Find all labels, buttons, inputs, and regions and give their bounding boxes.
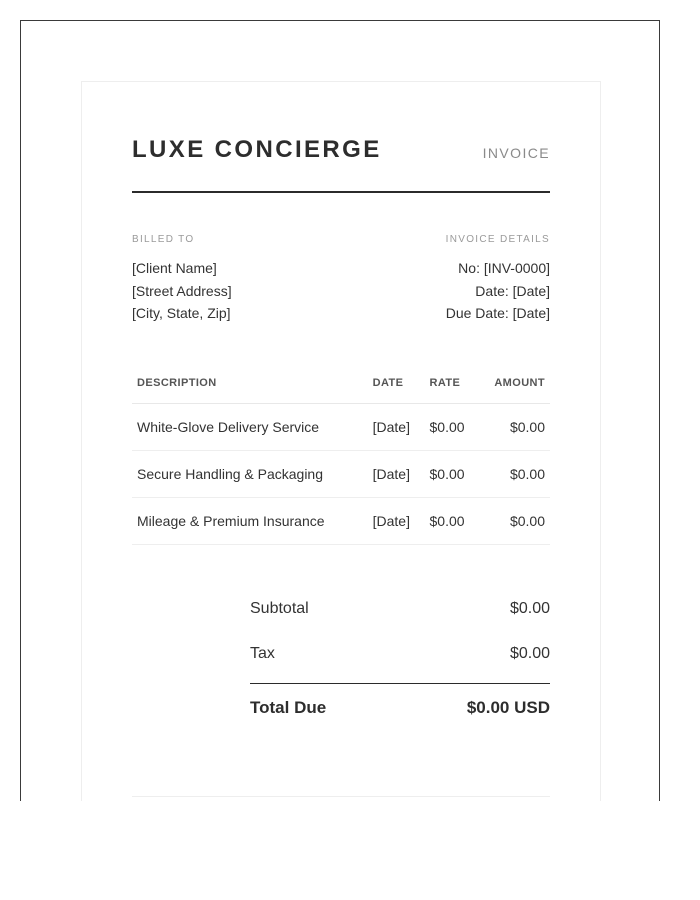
header-date: DATE (368, 363, 425, 404)
table-row (132, 498, 550, 545)
table-row (132, 451, 550, 498)
brand-name: LUXE CONCIERGE (132, 136, 382, 163)
row-date: [Date] (368, 451, 425, 498)
row-amount: $0.00 (489, 404, 550, 451)
subtotal-label: Subtotal (250, 600, 309, 617)
invoice-number: No: [INV-0000] (458, 260, 550, 276)
invoice-due-date: Due Date: [Date] (445, 305, 550, 321)
tax-label: Tax (250, 645, 275, 662)
total-due-label: Total Due (250, 698, 327, 717)
invoice-date: Date: [Date] (475, 282, 550, 299)
billed-to-section (132, 233, 341, 325)
city-state-zip: [City, State, Zip] (132, 305, 231, 321)
invoice-header (132, 136, 550, 193)
tax-row (250, 631, 550, 676)
table-row (132, 404, 550, 451)
invoice-details-label: INVOICE DETAILS (445, 234, 550, 245)
total-due-value: $0.00 USD (466, 698, 550, 717)
header-description: DESCRIPTION (132, 363, 368, 404)
total-due-row (250, 683, 550, 732)
billed-to-label: BILLED TO (132, 234, 195, 245)
subtotal-row (250, 586, 550, 631)
row-rate: $0.00 (425, 498, 490, 545)
totals-section (250, 586, 550, 732)
table-header-row (132, 363, 550, 404)
invoice-details-section (341, 233, 550, 325)
document-type: INVOICE (482, 145, 550, 161)
header-amount: AMOUNT (489, 363, 550, 404)
row-rate: $0.00 (425, 451, 490, 498)
row-date: [Date] (368, 404, 425, 451)
subtotal-value: $0.00 (509, 600, 550, 617)
row-description: Mileage & Premium Insurance (132, 498, 368, 545)
line-items-table (132, 363, 550, 545)
row-description: Secure Handling & Packaging (132, 451, 368, 498)
street-address: [Street Address] (132, 282, 232, 299)
client-name: [Client Name] (132, 260, 217, 276)
footer-divider (132, 796, 550, 797)
tax-value: $0.00 (509, 645, 550, 662)
row-description: White-Glove Delivery Service (132, 404, 368, 451)
header-rate: RATE (425, 363, 490, 404)
row-rate: $0.00 (425, 404, 490, 451)
row-amount: $0.00 (489, 451, 550, 498)
row-date: [Date] (368, 498, 425, 545)
row-amount: $0.00 (489, 498, 550, 545)
